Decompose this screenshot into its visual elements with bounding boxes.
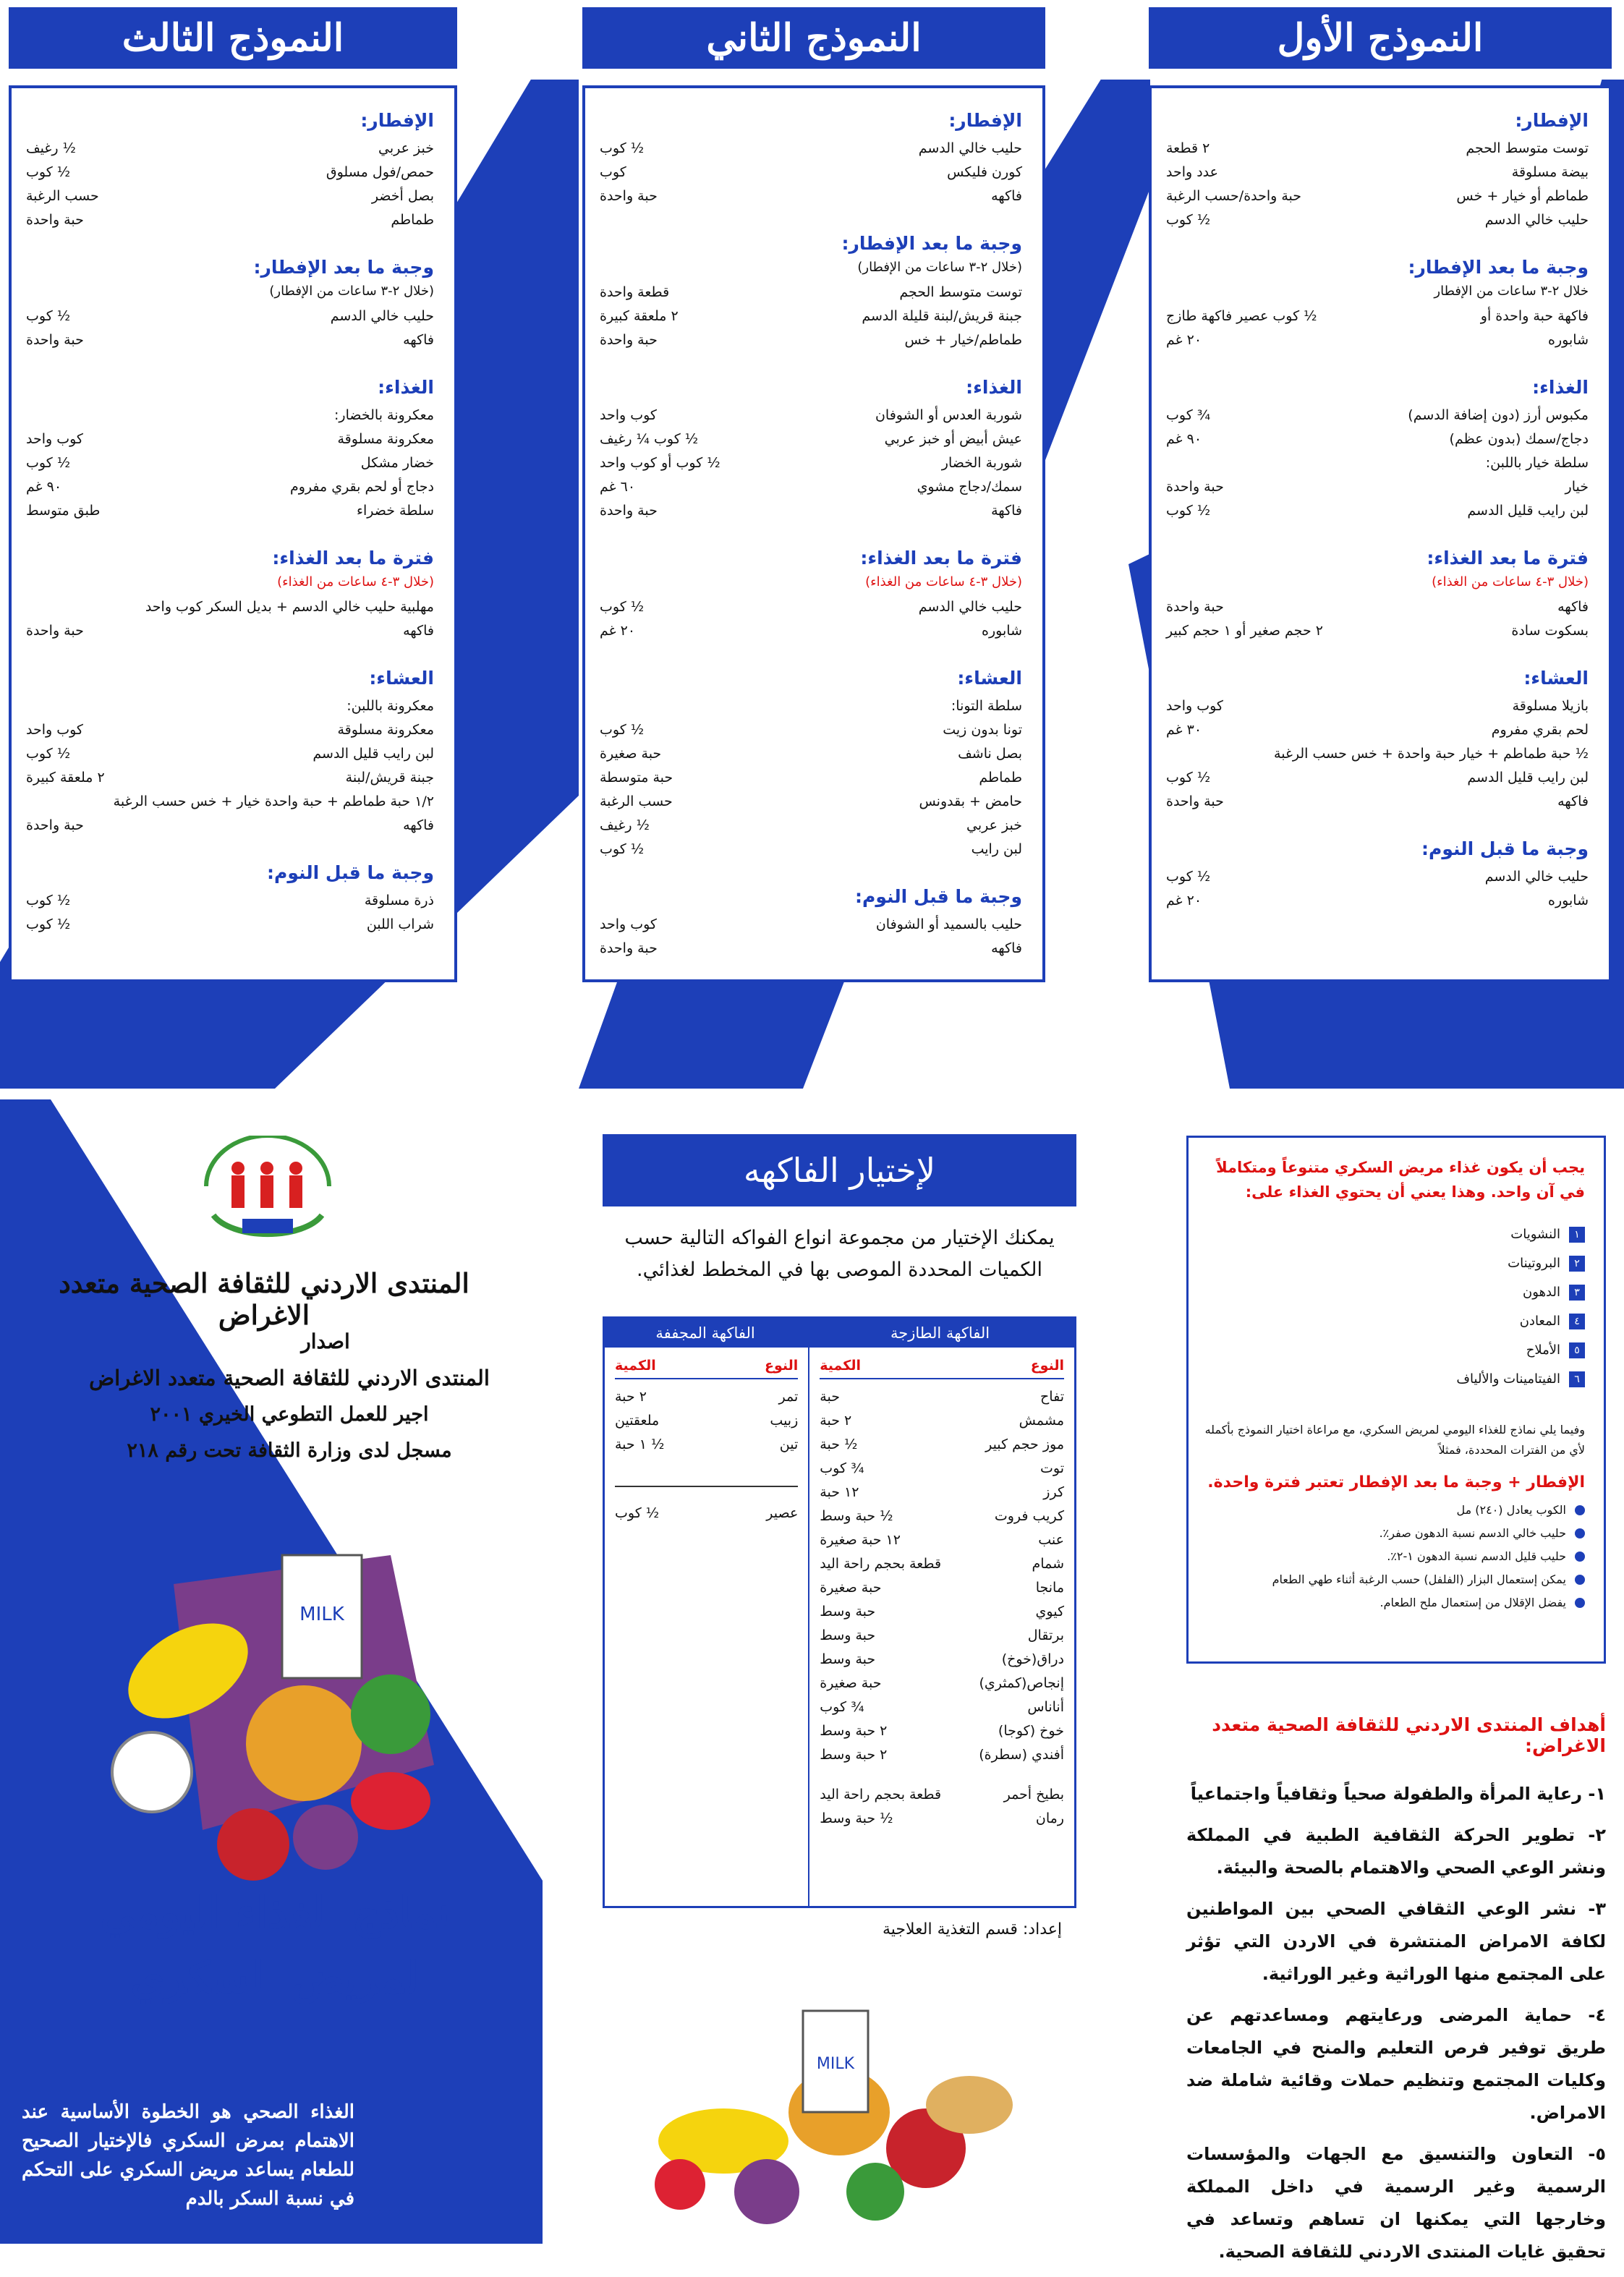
table-row: تمر ٢ حبة: [615, 1389, 799, 1405]
m2-bedtime: وجبة ما قبل النوم: حليب بالسميد أو الشوفان كوب واحد فاكهه حبة واحدة: [600, 886, 1022, 956]
section-title: وجبة ما قبل النوم:: [1421, 838, 1589, 859]
m3-breakfast: الإفطار: خبز عربي ½ رغيف حمص/فول مسلوق ½ كوب بصل أخضر حسب الرغبة طماطم حبة واحدة: [26, 110, 434, 228]
table-row: بطيخ أحمر قطعة بحجم راحة اليد: [820, 1787, 1064, 1803]
bullet-icon: [1575, 1528, 1585, 1538]
cover-title-line2: لمريض السكري: [130, 1953, 420, 2004]
table-row: كريب فروت ½ حبة وسط: [820, 1508, 1064, 1524]
m2-breakfast: الإفطار: حليب خالي الدسم ½ كوب كورن فليكس كوب فاكهه حبة واحدة: [600, 110, 1022, 204]
m1-breakfast: الإفطار: توست متوسط الحجم ٢ قطعة بيضة مسلوقة عدد واحد طماطم أو خيار + خس حبة واحدة/حسب الرغبة حليب خالي الدسم ½ كوب: [1166, 110, 1589, 228]
model-1-box: [1149, 85, 1612, 982]
m3-lunch: الغذاء: معكرونة بالخضار: معكرونة مسلوقة كوب واحد خضار مشكل ½ كوب دجاج أو لحم بقري مفروم ٩٠ غم سلطة خضراء طبق متوسط: [26, 377, 434, 519]
cover-issue: اصدار: [301, 1329, 350, 1353]
goal-item: ٣- نشر الوعي الثقافي الصحي بين المواطنين لكافة الامراض المنتشرة في الاردن التي تؤثر على المجتمع منها الوراثية وغير الوراثية.: [1186, 1899, 1606, 1984]
m3-after-lunch: فترة ما بعد الغذاء: (خلال ٣-٤ ساعات من الغذاء) مهلبية حليب خالي الدسم + بديل السكر كوب واحد فاكهه حبة واحدة: [26, 548, 434, 639]
cover-org: المنتدى الاردني للثقافة الصحية متعدد الاغراض: [59, 1267, 469, 1331]
table-row: مانجا حبة صغيرة: [820, 1580, 1064, 1596]
dried-column: النوع الكمية تمر ٢ حبة زبيب ملعقتين تين ½ ١ حبة عصير ½ كوب: [605, 1348, 808, 1906]
fruit-title: لإختيار الفاكهه: [603, 1134, 1076, 1206]
section-title: فترة ما بعد الغذاء:: [1427, 548, 1589, 569]
table-row: دراق(خوخ) حبة وسط: [820, 1651, 1064, 1667]
fruit-intro: يمكنك الإختيار من مجموعة انواع الفواكه التالية حسب الكميات المحددة الموصى بها في المخطط لغذائي.: [624, 1227, 1055, 1281]
table-row: برتقال حبة وسط: [820, 1627, 1064, 1643]
prepared-by: إعداد: قسم التغذية العلاجية: [883, 1920, 1062, 1938]
table-row: رمان ½ حبة وسط: [820, 1810, 1064, 1826]
table-row: مشمش ٢ حبة: [820, 1413, 1064, 1429]
nutrition-box: يجب أن يكون غذاء مريض السكري متنوعاً ومتكاملاً في آن واحد. وهذا يعني أن يحتوي الغذاء على: ١ النشويات ٢ البروتينات ٣ الدهون ٤ المعادن ٥ الأملاح ٦ الفيتامينات والألياف وفيما يلي نماذج للغذاء اليومي لمريض السكري، مع مراعاة اختيار النموذج بأكمله لأي من الفترات المحددة، فمثلاً الإفطار + وجبة ما بعد الإفطار تعتبر فترة واحدة. الكوب يعادل (٢٤٠) مل حليب خالي الدسم نسبة الدهون صفر٪. حليب قليل الدسم نسبة الدهون ١-٢٪. يمكن إستعمال البزار (الفلفل) حسب الرغبة أثناء طهي الطعام يفضل الإقلال من إستعمال ملح الطعام.: [1186, 1136, 1606, 1664]
table-row: تفاح حبة: [820, 1389, 1064, 1405]
svg-text:MILK: MILK: [299, 1604, 344, 1625]
table-row: كرز ١٢ حبة: [820, 1484, 1064, 1500]
section-title: الإفطار:: [1515, 110, 1589, 131]
goal-item: ٥- التعاون والتنسيق مع الجهات والمؤسسات الرسمية وغير الرسمية في داخل المملكة وخارجها التي يمكنها ان تساهم وتساعد في تحقيق غايات المنتدى الاردني للثقافة الصحية.: [1186, 2144, 1606, 2262]
fruit-illustration-icon: [637, 1982, 1042, 2242]
forum-logo-icon: [192, 1136, 344, 1251]
m1-bedtime: وجبة ما قبل النوم: حليب خالي الدسم ½ كوب شابوره ٢٠ غم: [1166, 838, 1589, 908]
table-row: أفندي (سطرة) ٢ حبة وسط: [820, 1747, 1064, 1763]
bullet-icon: [1575, 1552, 1585, 1562]
cover-award: اجير للعمل التطوعي الخيري ٢٠٠١: [150, 1403, 429, 1426]
m2-after-breakfast: وجبة ما بعد الإفطار: (خلال ٢-٣ ساعات من الإفطار) توست متوسط الحجم قطعة واحدة جبنة قريش/لبنة قليلة الدسم ٢ ملعقة كبيرة طماطم/خيار + خس حبة واحدة: [600, 233, 1022, 348]
dried-header: الفاكهة المجففة: [655, 1324, 755, 1342]
m1-lunch: الغذاء: مكبوس أرز (دون إضافة الدسم) ¾ كوب دجاج/سمك (بدون عظم) ٩٠ غم سلطة خيار باللبن: خيار حبة واحدة لبن رايب قليل الدسم ½ كوب: [1166, 377, 1589, 519]
table-row: زبيب ملعقتين: [615, 1413, 799, 1429]
section-title: وجبة ما بعد الإفطار:: [1408, 257, 1589, 278]
m2-dinner: العشاء: سلطة التونا: تونا بدون زيت ½ كوب بصل ناشف حبة صغيرة طماطم حبة متوسطة حامض + بقدونس حسب الرغبة خبز عربي ½ رغيف لبن رايب ½ كوب: [600, 668, 1022, 857]
fresh-header: الفاكهة الطازجة: [890, 1324, 990, 1342]
model-3-title: النموذج الثالث: [9, 7, 457, 69]
table-row: إنجاص(كمثري) حبة صغيرة: [820, 1675, 1064, 1691]
fresh-column: النوع الكمية تفاح حبة مشمش ٢ حبة موز حجم كبير ½ حبة توت ¾ كوب كرز ١٢ حبة كريب فروت ½ حبة وسط عنب ١٢ حبة صغيرة شمام قطعة بحجم راحة اليد مانجا حبة صغيرة كيوي حبة وسط برتقال حبة وسط دراق(خوخ) حبة وسط إنجاص(كمثري) حبة صغيرة أناناس ¾ كوب خوخ (كوجا) ٢ حبة وسط أفندي (سطرة) ٢ حبة وسط بطيخ أحمر قطعة بحجم راحة اليد رمان ½ حبة وسط: [808, 1348, 1074, 1906]
svg-text:MILK: MILK: [816, 2055, 855, 2073]
m2-after-lunch: فترة ما بعد الغذاء: (خلال ٣-٤ ساعات من الغذاء) حليب خالي الدسم ½ كوب شابوره ٢٠ غم: [600, 548, 1022, 639]
cover-org2: المنتدى الاردني للثقافة الصحية متعدد الاغراض: [89, 1366, 490, 1390]
model-1-title: النموذج الأول: [1149, 7, 1612, 69]
section-title: الغذاء:: [1532, 377, 1589, 398]
bullet-icon: [1575, 1598, 1585, 1608]
section-title: العشاء:: [1523, 668, 1589, 689]
m1-dinner: العشاء: بازيلا مسلوقة كوب واحد لحم بقري مفروم ٣٠ غم ½ حبة طماطم + خيار حبة واحدة + خس حسب الرغبة لبن رايب قليل الدسم ½ كوب فاكهه حبة واحدة: [1166, 668, 1589, 809]
m2-lunch: الغذاء: شوربة العدس أو الشوفان كوب واحد عيش أبيض أو خبز عربي ½ كوب ¼ رغيف شوربة الخضار ½ كوب أو كوب واحد سمك/دجاج مشوي ٦٠ غم فاكهة حبة واحدة: [600, 377, 1022, 519]
goal-item: ٢- تطوير الحركة الثقافية الطبية في المملكة ونشر الوعي الصحي والاهتمام بالصحة والبيئة.: [1186, 1825, 1606, 1878]
m3-bedtime: وجبة ما قبل النوم: ذرة مسلوقة ½ كوب شراب اللبن ½ كوب: [26, 862, 434, 932]
nutrition-intro: يجب أن يكون غذاء مريض السكري متنوعاً ومتكاملاً في آن واحد. وهذا يعني أن يحتوي الغذاء على:: [1216, 1159, 1585, 1201]
bullet-icon: [1575, 1505, 1585, 1515]
cover-fruit-illustration-icon: [87, 1526, 463, 1902]
m3-after-breakfast: وجبة ما بعد الإفطار: (خلال ٢-٣ ساعات من الإفطار) حليب خالي الدسم ½ كوب فاكهه حبة واحدة: [26, 257, 434, 348]
cover-footer: الغذاء الصحي هو الخطوة الأساسية عند الاهتمام بمرض السكري فالإختيار الصحيح للطعام يساعد مريض السكري على التحكم في نسبة السكر بالدم: [22, 2101, 354, 2210]
cover-registration: مسجل لدى وزارة الثقافة تحت رقم ٢١٨: [127, 1439, 452, 1462]
goal-item: ١- رعاية المرأة والطفولة صحياً وثقافياً واجتماعياً: [1190, 1784, 1606, 1804]
table-row: شمام قطعة بحجم راحة اليد: [820, 1556, 1064, 1572]
model-3-box: [9, 85, 457, 982]
table-row: عنب ١٢ حبة صغيرة: [820, 1532, 1064, 1548]
cover-title-line1: نماذج الغذاء اليومي: [100, 1888, 450, 1938]
m3-dinner: العشاء: معكرونة باللبن: معكرونة مسلوقة كوب واحد لبن رايب قليل الدسم ½ كوب جبنة قريش/لبنة ٢ ملعقة كبيرة ١/٢ حبة طماطم + حبة واحدة خيار + خس حسب الرغبة فاكهه حبة واحدة: [26, 668, 434, 833]
model-2-box: [582, 85, 1045, 982]
m1-after-lunch: فترة ما بعد الغذاء: (خلال ٣-٤ ساعات من الغذاء) فاكهه حبة واحدة بسكوت سادة ٢ حجم صغير أو ١ حجم كبير: [1166, 548, 1589, 639]
model-2-title: النموذج الثاني: [582, 7, 1045, 69]
goal-item: ٤- حماية المرضى ورعايتهم ومساعدتهم عن طريق توفير فرص التعليم والمنح في الجامعات وكليات المجتمع وتنظيم حملات وقائية شاملة ضد الامراض.: [1186, 2005, 1606, 2123]
period-note: الإفطار + وجبة ما بعد الإفطار تعتبر فترة واحدة.: [1207, 1473, 1585, 1491]
table-row: تين ½ ١ حبة: [615, 1437, 799, 1452]
table-row: موز حجم كبير ½ حبة: [820, 1437, 1064, 1452]
table-row: عصير ½ كوب: [615, 1505, 799, 1521]
nutrition-note: وفيما يلي نماذج للغذاء اليومي لمريض السكري، مع مراعاة اختيار النموذج بأكمله لأي من الفترات المحددة، فمثلاً: [1204, 1423, 1585, 1457]
table-row: أناناس ¾ كوب: [820, 1699, 1064, 1715]
fruit-table: [603, 1316, 1076, 1908]
m1-after-breakfast: وجبة ما بعد الإفطار: خلال ٢-٣ ساعات من الإفطار فاكهة حبة واحدة أو ½ كوب عصير فاكهة طازج شابوره ٢٠ غم: [1166, 257, 1589, 348]
table-row: خوخ (كوجا) ٢ حبة وسط: [820, 1723, 1064, 1739]
goals-title: أهداف المنتدى الاردني للثقافة الصحية متعدد الاغراض:: [1212, 1714, 1606, 1756]
table-row: كيوي حبة وسط: [820, 1604, 1064, 1620]
goals-section: [1186, 1714, 1606, 2277]
table-row: توت ¾ كوب: [820, 1460, 1064, 1476]
bullet-icon: [1575, 1575, 1585, 1585]
